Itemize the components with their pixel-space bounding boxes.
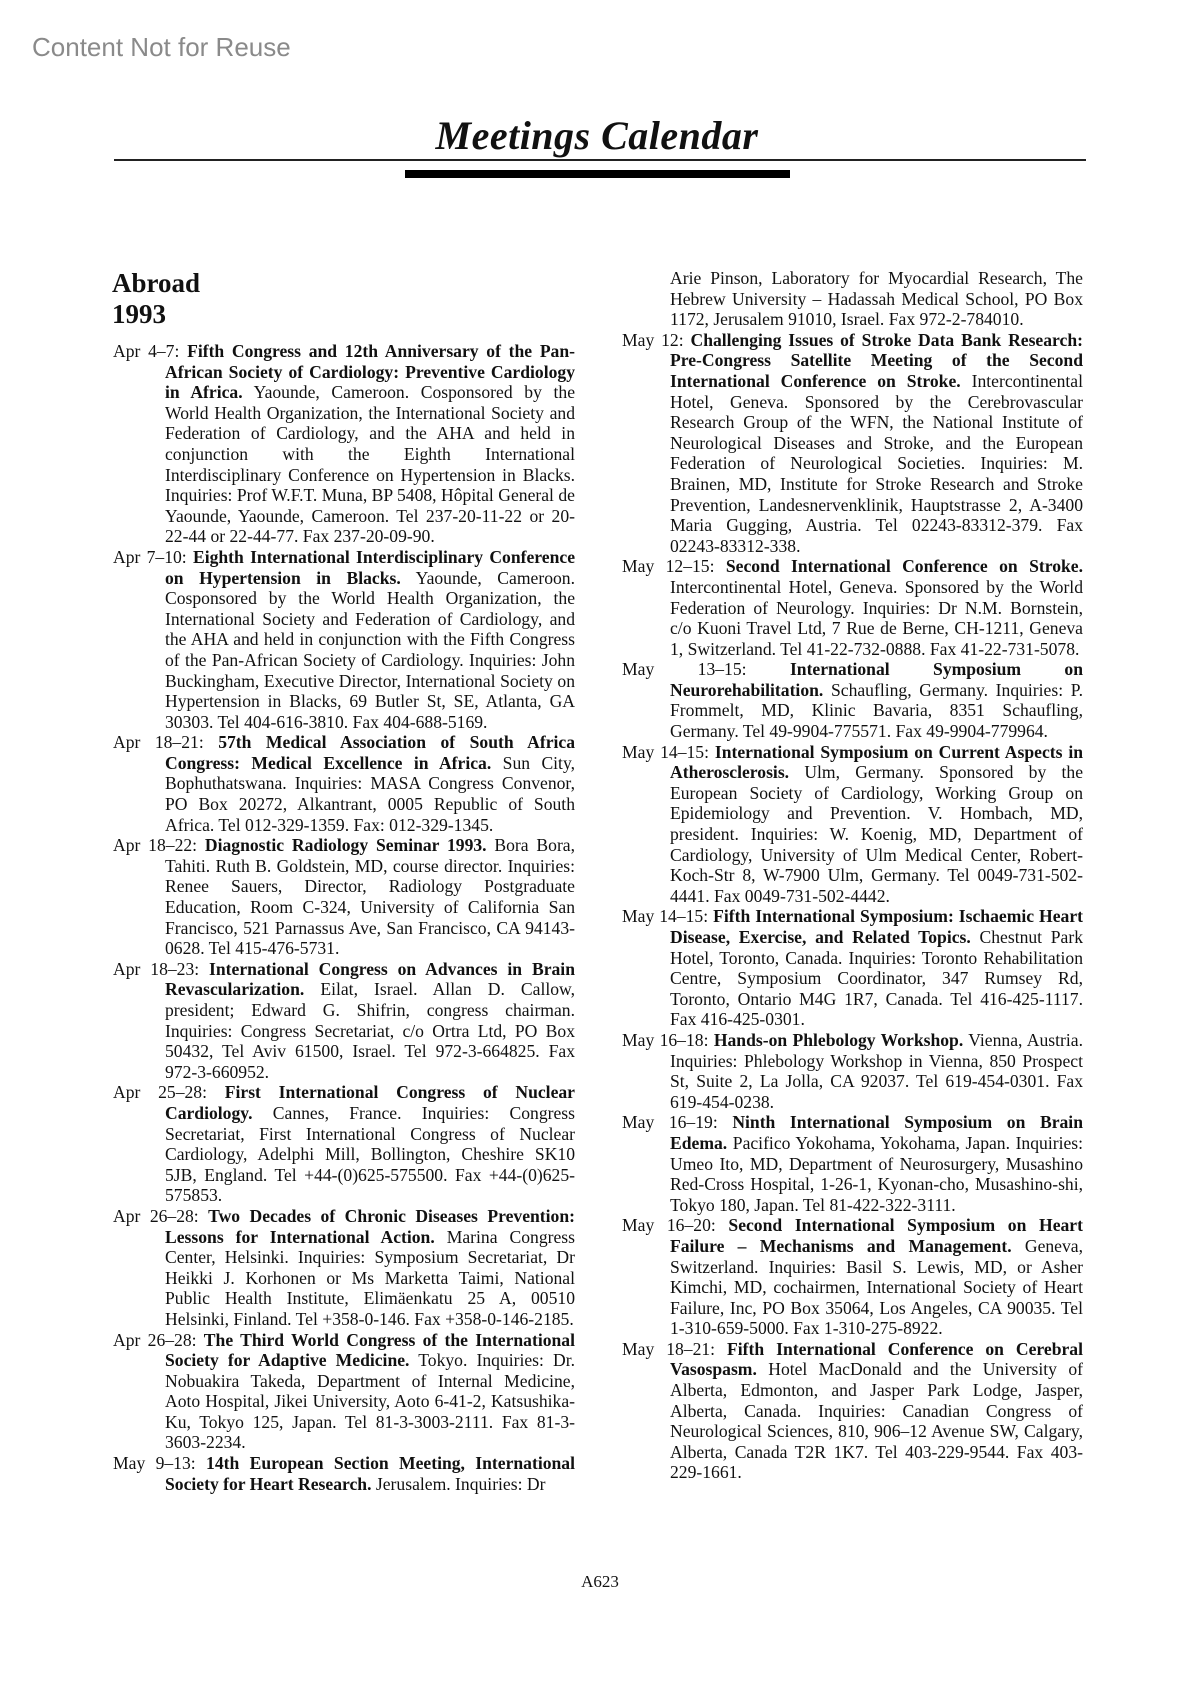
section-year: 1993 (112, 299, 166, 329)
meeting-title: 57th Medical Association of South Africa Congress: Medical Excellence in Africa. (165, 732, 576, 773)
meeting-title: International Symposium on Neurorehabilitation. (670, 659, 1084, 700)
section-title: Abroad (112, 268, 201, 298)
meeting-entry (622, 1215, 1083, 1339)
meeting-details: Ulm, Germany. Sponsored by the European Society of Cardiology, Working Group on Epidemiology and Prevention. V. Hombach, MD, president. Inquiries: W. Koenig, MD, Department of Cardiology, University of Ulm Medical Center, Robert-Koch-Str 8, W-7900 Ulm, Germany. Tel 0049-731-502-4441. Fax 0049-731-502-4442. (670, 762, 1083, 906)
meeting-entry (622, 1112, 1083, 1215)
meeting-entry (113, 1206, 575, 1330)
meeting-title: International Symposium on Current Aspects in Atherosclerosis. (670, 741, 1083, 783)
meeting-entry (622, 1339, 1083, 1483)
meeting-details: Cannes, France. Inquiries: Congress Secretariat, First International Congress of Nuclear Cardiology, Adelphi Mill, Bollington, Cheshire SK10 5JB, England. Tel +44-(0)625-575500. Fax +44-(0)625-575853. (165, 1102, 575, 1206)
meeting-title: First International Congress of Nuclear Cardiology. (165, 1082, 575, 1123)
section-heading (112, 268, 200, 330)
meeting-entry (622, 906, 1083, 1030)
meeting-entry (113, 835, 575, 959)
meeting-entry (113, 732, 575, 835)
meeting-details: Intercontinental Hotel, Geneva. Sponsored by the Cerebrovascular Research Group of the WFN, the National Institute of Neurological Diseases and Stroke, and the European Federation of Neurological Societies. Inquiries: M. Brainen, MD, Institute for Stroke Research and Stroke Prevention, Landesnervenklinik, Hauptstrasse 2, A-3400 Maria Gugging, Austria. Tel 02243-83312-379. Fax 02243-83312-338. (670, 370, 1083, 556)
meeting-details: Chestnut Park Hotel, Toronto, Canada. Inquiries: Toronto Rehabilitation Centre, Symposium Coordinator, 347 Rumsey Rd, Toronto, Ontario M4G 1R7, Canada. Tel 416-425-1117. Fax 416-425-0301. (670, 927, 1083, 1030)
meeting-entry (622, 556, 1083, 659)
meeting-title: Fifth International Conference on Cerebral Vasospasm. (670, 1338, 1083, 1380)
meeting-details: Jerusalem. Inquiries: Dr (375, 1473, 546, 1494)
meeting-title: Second International Symposium on Heart Failure – Mechanisms and Management. (670, 1215, 1083, 1256)
page-title: Meetings Calendar (435, 113, 759, 158)
watermark: Content Not for Reuse (32, 32, 291, 62)
meeting-details: Eilat, Israel. Allan D. Callow, president; Edward G. Shifrin, congress chairman. Inquiries: Congress Secretariat, c/o Ortra Ltd, PO Box 50432, Tel Aviv 61500, Israel. Tel 972-3-664825. Fax 972-3-660952. (165, 979, 575, 1082)
meeting-date: Apr 26–28: (113, 1205, 199, 1226)
meeting-details: Tokyo. Inquiries: Dr. Nobuakira Takeda, Department of Internal Medicine, Aoto Hospital, Jikei University, Aoto 6-41-2, Katsushika-Ku, Tokyo 125, Japan. Tel 81-3-3003-2111. Fax 81-3-3603-2234. (165, 1350, 575, 1453)
left-column (113, 341, 575, 1494)
meeting-title: Hands-on Phlebology Workshop. (713, 1029, 964, 1050)
meeting-date: Apr 18–21: (113, 732, 204, 753)
meeting-date: May 16–20: (622, 1215, 716, 1236)
meeting-date: May 16–18: (622, 1029, 709, 1050)
meeting-title: Fifth Congress and 12th Anniversary of the Pan-African Society of Cardiology: Preventive Cardiology in Africa. (165, 341, 576, 403)
meeting-date: May 14–15: (622, 741, 709, 762)
meeting-date: May 18–21: (622, 1338, 716, 1359)
meeting-date: Apr 18–22: (113, 835, 198, 856)
meeting-details: Sun City, Bophuthatswana. Inquiries: MASA Congress Convenor, PO Box 20272, Alkantrant, 0005 Republic of South Africa. Tel 012-329-1359. Fax: 012-329-1345. (165, 752, 576, 835)
meeting-entry (622, 659, 1083, 741)
meeting-entry (113, 1453, 575, 1494)
meeting-title: Eighth International Interdisciplinary Conference on Hypertension in Blacks. (165, 546, 576, 588)
entry-continuation: Arie Pinson, Laboratory for Myocardial Research, The Hebrew University – Hadassah Medical School, PO Box 1172, Jerusalem 91010, Israel. Fax 972-2-784010. (670, 268, 1083, 330)
meeting-entry (113, 341, 575, 547)
meeting-date: Apr 18–23: (113, 958, 200, 979)
title-bar (405, 170, 790, 178)
meeting-entry (622, 742, 1083, 907)
meeting-entry (622, 330, 1083, 557)
meeting-date: Apr 4–7: (113, 341, 180, 361)
meeting-date: May 13–15: (622, 659, 747, 680)
meeting-entry (113, 1082, 575, 1206)
meeting-date: May 12–15: (622, 556, 715, 577)
meeting-date: Apr 7–10: (113, 546, 187, 567)
meeting-title: Fifth International Symposium: Ischaemic Heart Disease, Exercise, and Related Topics. (670, 906, 1083, 947)
meeting-details: Pacifico Yokohama, Yokohama, Japan. Inquiries: Umeo Ito, MD, Department of Neurosurgery, Musashino Red-Cross Hospital, 1-26-1, Kyonan-cho, Musashino-shi, Tokyo 180, Japan. Tel 81-422-322-3111. (670, 1132, 1084, 1215)
meeting-details: Intercontinental Hotel, Geneva. Sponsored by the World Federation of Neurology. Inquiries: Dr N.M. Bornstein, c/o Kuoni Travel Ltd, 7 Rue de Berne, CH-1211, Geneva 1, Switzerland. Tel 41-22-732-0888. Fax 41-22-731-5078. (670, 576, 1083, 659)
meeting-details: Vienna, Austria. Inquiries: Phlebology Workshop in Vienna, 850 Prospect St, Suite 2, La Jolla, CA 92037. Tel 619-454-0301. Fax 619-454-0238. (670, 1029, 1083, 1112)
meeting-date: May 12: (622, 329, 684, 350)
meeting-title: Second International Conference on Stroke. (725, 556, 1083, 577)
meeting-details: Hotel MacDonald and the University of Alberta, Edmonton, and Jasper Park Lodge, Jasper, Alberta, Canada. Inquiries: Canadian Congress of Neurological Sciences, 810, 906–12 Avenue SW, Calgary, Alberta, Canada T2R 1K7. Tel 403-229-9544. Fax 403-229-1661. (670, 1359, 1083, 1483)
meeting-title: Diagnostic Radiology Seminar 1993. (204, 835, 487, 856)
meeting-date: May 9–13: (113, 1453, 196, 1474)
title-rule (114, 159, 1086, 161)
meeting-title: The Third World Congress of the International Society for Adaptive Medicine. (165, 1329, 575, 1371)
meeting-details: Geneva, Switzerland. Inquiries: Basil S. Lewis, MD, or Asher Kimchi, MD, cochairmen, International Society of Heart Failure, Inc, PO Box 35064, Los Angeles, CA 90035. Tel 1-310-659-5000. Fax 1-310-275-8922. (670, 1235, 1083, 1339)
meeting-date: May 16–19: (622, 1112, 718, 1133)
meeting-date: May 14–15: (622, 906, 709, 927)
meeting-details: Yaounde, Cameroon. Cosponsored by the World Health Organization, the International Society and Federation of Cardiology, and the AHA and held in conjunction with the Eighth International Interdisciplinary Conference on Hypertension in Blacks. Inquiries: Prof W.F.T. Muna, BP 5408, Hôpital General de Yaounde, Yaounde, Cameroon. Tel 237-20-11-22 or 20-22-44 or 22-44-77. Fax 237-20-09-90. (165, 382, 575, 547)
meeting-title: International Congress on Advances in Brain Revascularization. (165, 958, 575, 1000)
right-column (622, 268, 1083, 1483)
meeting-details: Marina Congress Center, Helsinki. Inquiries: Symposium Secretariat, Dr Heikki J. Korhonen or Ms Marketta Taimi, National Public Health Institute, Elimäenkatu 25 A, 00510 Helsinki, Finland. Tel +358-0-146. Fax +358-0-146-2185. (165, 1226, 575, 1329)
meeting-title: Ninth International Symposium on Brain Edema. (670, 1112, 1083, 1153)
page-number: A623 (581, 1572, 619, 1591)
meeting-entry (113, 547, 575, 732)
meeting-date: Apr 26–28: (113, 1329, 197, 1350)
meeting-entry (113, 1330, 575, 1454)
meeting-title: Two Decades of Chronic Diseases Prevention: Lessons for International Action. (165, 1205, 575, 1247)
meeting-entry (113, 959, 575, 1083)
meeting-details: Schaufling, Germany. Inquiries: P. Frommelt, MD, Klinic Bavaria, 8351 Schaufling, Germany. Tel 49-9904-775571. Fax 49-9904-779964. (670, 679, 1083, 742)
meeting-details: Bora Bora, Tahiti. Ruth B. Goldstein, MD, course director. Inquiries: Renee Sauers, Director, Radiology Postgraduate Education, Room C-324, University of California San Francisco, 521 Parnassus Ave, San Francisco, CA 94143-0628. Tel 415-476-5731. (165, 835, 576, 959)
meeting-title: 14th European Section Meeting, International Society for Heart Research. (165, 1453, 575, 1494)
meeting-title: Challenging Issues of Stroke Data Bank Research: Pre-Congress Satellite Meeting of the Second International Conference on Stroke. (670, 329, 1083, 391)
meeting-details: Yaounde, Cameroon. Cosponsored by the World Health Organization, the International Society and Federation of Cardiology, and the AHA and held in conjunction with the Fifth Congress of the Pan-African Society of Cardiology. Inquiries: John Buckingham, Executive Director, International Society on Hypertension in Blacks, 69 Butler St, SE, Atlanta, GA 30303. Tel 404-616-3810. Fax 404-688-5169. (165, 567, 575, 732)
meeting-entry (622, 1030, 1083, 1112)
meeting-date: Apr 25–28: (113, 1082, 207, 1103)
